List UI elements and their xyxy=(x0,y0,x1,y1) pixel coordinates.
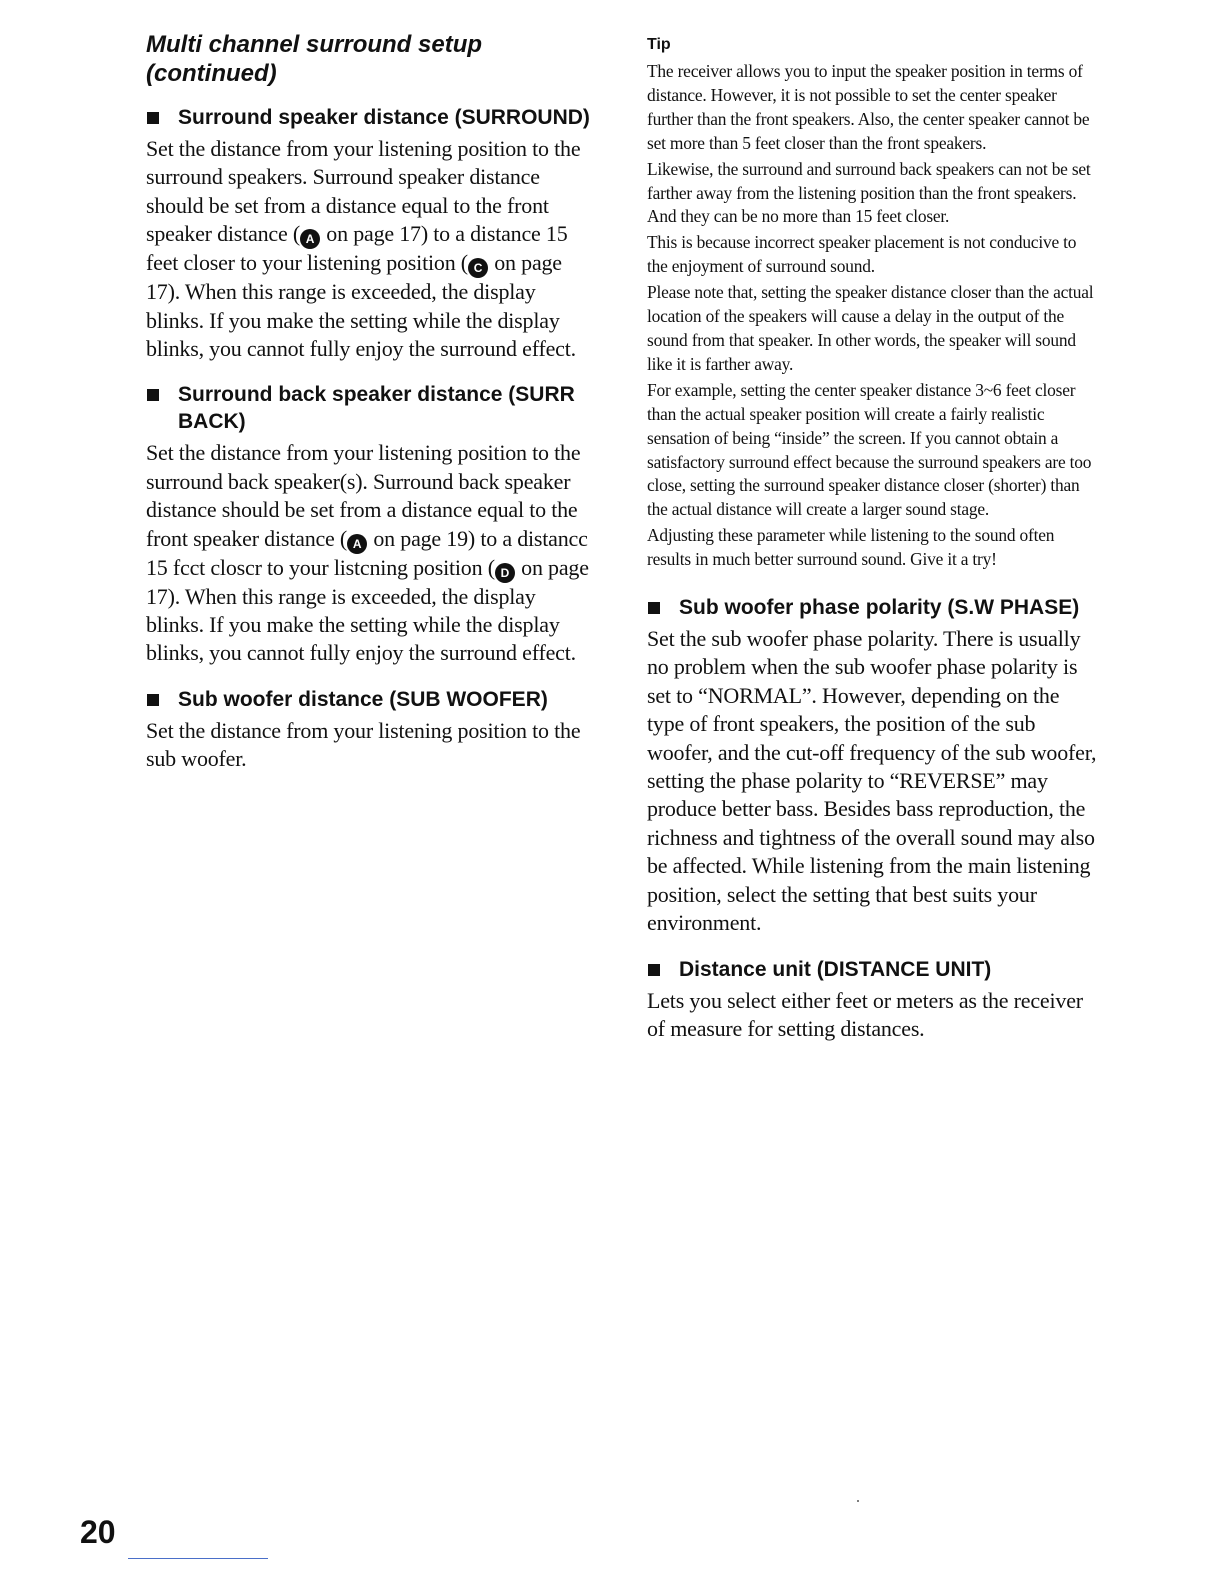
tip-paragraph: For example, setting the center speaker distance 3~6 feet closer than the actual speaker position will create a fairly realistic sensation of being “inside” the screen. If you cannot obtain a satisfactory surround effect because the surround speakers are too close, setting the surround speaker distance closer (shorter) than the actual distance will create a larger sound stage. xyxy=(647,379,1092,520)
tip-paragraph: This is because incorrect speaker placement is not conducive to the enjoyment of surround sound. xyxy=(647,232,1077,277)
paragraph-text: on page 17). When this range is exceeded, the display blinks. If you make the setting while the display blinks, you cannot fully enjoy the surround effect. xyxy=(146,250,576,362)
scan-speck xyxy=(857,1500,859,1502)
ref-a-badge: A xyxy=(300,229,320,249)
heading-sub-woofer-distance xyxy=(146,686,594,713)
tip-paragraph: The receiver allows you to input the speaker position in terms of distance. However, it is not possible to set the center speaker further than the front speakers. Also, the center speaker cannot be set more than 5 feet closer than the front speakers. xyxy=(647,61,1090,153)
square-bullet-icon xyxy=(648,964,660,976)
tip-box xyxy=(647,60,1099,572)
footer-rule xyxy=(128,1558,268,1559)
tip-paragraph: Likewise, the surround and surround back speakers can not be set farther away from the listening position than the front speakers. And they can be no more than 15 feet closer. xyxy=(647,158,1091,227)
page-number: 20 xyxy=(80,1514,116,1550)
heading-text: Surround back speaker distance (SURR BACK) xyxy=(178,383,575,434)
section-title: Multi channel surround setup (continued) xyxy=(146,31,483,87)
paragraph-sub-woofer-distance: Set the distance from your listening position to the sub woofer. xyxy=(146,717,581,772)
heading-text: Sub woofer distance (SUB WOOFER) xyxy=(178,687,548,711)
paragraph-surround-distance xyxy=(146,135,594,363)
tip-paragraph: Please note that, setting the speaker distance closer than the actual location of the speakers will cause a delay in the output of the sound from that speaker. In other words, the speaker will sound like it is farther away. xyxy=(647,282,1094,374)
square-bullet-icon xyxy=(147,389,159,401)
paragraph-text: Set the distance from your listening position to the surround back speaker(s). Surround back speaker distance should be set from a distance equal to the front speaker distance ( xyxy=(146,440,581,551)
heading-text: Sub woofer phase polarity (S.W PHASE) xyxy=(679,596,1080,620)
paragraph-text: Set the distance from your listening position to the surround speakers. Surround speaker distance should be set from a distance equal to the front speaker distance ( xyxy=(146,136,581,247)
right-column xyxy=(647,34,1099,1061)
heading-text: Distance unit (DISTANCE UNIT) xyxy=(679,957,992,981)
heading-text: Surround speaker distance (SURROUND) xyxy=(178,106,590,129)
paragraph-distance-unit: Lets you select either feet or meters as the receiver of measure for setting distances. xyxy=(647,987,1083,1041)
ref-c-badge: C xyxy=(468,258,488,278)
square-bullet-icon xyxy=(147,112,159,124)
ref-d-badge: D xyxy=(495,563,515,583)
heading-sub-woofer-phase xyxy=(647,594,1099,621)
tip-label: Tip xyxy=(647,36,671,53)
left-column xyxy=(146,30,594,792)
ref-a-badge: A xyxy=(347,534,367,554)
heading-surround-distance xyxy=(146,104,594,131)
paragraph-surround-back-distance xyxy=(146,439,594,667)
paragraph-text: on page 19) to a distancc 15 fcct closcr to your listcning position ( xyxy=(146,525,588,580)
heading-distance-unit xyxy=(647,956,1099,983)
square-bullet-icon xyxy=(147,694,159,706)
tip-paragraph: Adjusting these parameter while listening to the sound often results in much better surround sound. Give it a try! xyxy=(647,525,1055,570)
paragraph-text: on page 17). When this range is exceeded, the display blinks. If you make the setting while the display blinks, you cannot fully enjoy the surround effect. xyxy=(146,554,589,666)
paragraph-text: on page 17) to a distance 15 feet closer to your listening position ( xyxy=(146,221,568,276)
heading-surround-back-distance xyxy=(146,381,594,435)
square-bullet-icon xyxy=(648,602,660,614)
paragraph-sub-woofer-phase: Set the sub woofer phase polarity. There is usually no problem when the sub woofer phase polarity is set to “NORMAL”. However, depending on the type of front speakers, the position of the sub woofer, and the cut-off frequency of the sub woofer, setting the phase polarity to “REVERSE” may produce better bass. Besides bass reproduction, the richness and tightness of the overall sound may also be affected. While listening from the main listening position, select the setting that best suits your environment. xyxy=(647,626,1097,936)
